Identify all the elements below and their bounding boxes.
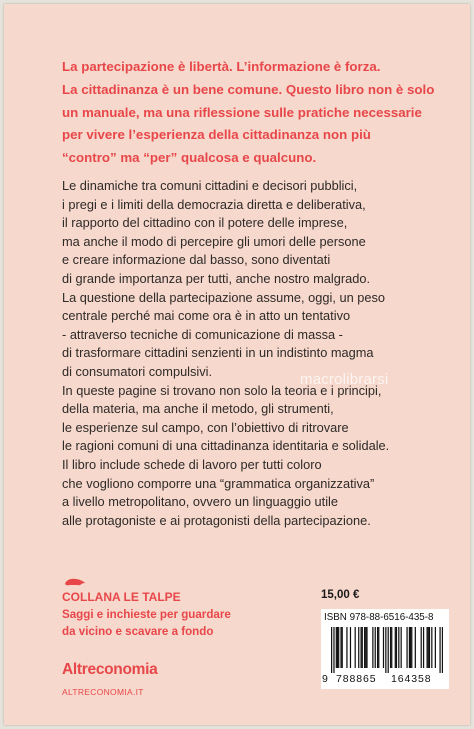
intro-line: “contro” ma “per” qualcosa e qualcuno. (62, 150, 317, 166)
barcode-bar (411, 627, 412, 668)
barcode-bar (395, 627, 396, 668)
barcode-bar (358, 627, 359, 668)
publisher-url: ALTRECONOMIA.IT (62, 687, 144, 697)
barcode-bar (439, 627, 440, 673)
description-line: Le dinamiche tra comuni cittadini e decisori pubblici, (62, 178, 358, 193)
series-name: COLLANA LE TALPE (62, 590, 181, 604)
description-line: i pregi e i limiti della democrazia diretta e deliberativa, (62, 196, 366, 212)
description-line: e creare informazione dal basso, sono diventati (62, 252, 331, 268)
barcode-bar (398, 627, 399, 668)
barcode-bar (360, 627, 361, 668)
description-line: Il libro include schede di lavoro per tutti coloro (62, 456, 322, 472)
barcode-bar (442, 627, 443, 673)
barcode-bar (378, 627, 379, 668)
barcode-bar (375, 627, 376, 668)
barcode-bar (364, 627, 365, 668)
barcode-left-digits: 788865 (336, 673, 377, 685)
intro-line: La cittadinanza è un bene comune. Questo libro non è solo (62, 81, 435, 97)
description-line: di trasformare cittadini senzienti in un indistinto magma (62, 345, 374, 361)
barcode-bar (401, 627, 402, 668)
description-paragraph (62, 177, 452, 530)
barcode-bar (383, 627, 384, 668)
barcode-bar (355, 627, 356, 668)
series-description-line: Saggi e inchieste per guardare (62, 608, 231, 621)
barcode-bar (333, 627, 334, 673)
barcode-bar (409, 627, 410, 668)
series-description (62, 607, 262, 641)
barcode-bar (421, 627, 422, 668)
barcode-bar (390, 627, 391, 668)
description-line: - attraverso tecniche di comunicazione di massa - (62, 326, 343, 342)
isbn-label: ISBN 978-88-6516-435-8 (324, 612, 434, 623)
barcode-bar (423, 627, 424, 668)
description-line: di consumatori compulsivi. (62, 363, 213, 379)
price-label: 15,00 € (321, 589, 360, 601)
description-line: In queste pagine si trovano non solo la teoria e i principi, (62, 382, 382, 398)
barcode-bar (338, 627, 339, 668)
intro-line: per vivere l’esperienza della cittadinanza non più (62, 127, 371, 143)
intro-line: un manuale, ma una riflessione sulle pratiche necessarie (62, 104, 422, 120)
barcode-bar (391, 627, 392, 668)
barcode-bar (385, 627, 386, 673)
description-line: a livello metropolitano, ovvero un linguaggio utile (62, 494, 339, 510)
barcode-bar (336, 627, 337, 668)
barcode-bar (377, 627, 378, 668)
barcode-lead-digit: 9 (322, 673, 329, 685)
barcode (321, 609, 449, 689)
barcode-bar (372, 627, 373, 668)
barcode-bar (415, 627, 416, 668)
series-description-line: da vicino e scavare a fondo (62, 624, 214, 638)
watermark: macrolibrarsi (300, 371, 389, 388)
description-line: le ragioni comuni di una cittadinanza identitaria e solidale. (62, 438, 390, 454)
barcode-bar (426, 627, 427, 668)
barcode-bar (366, 627, 367, 668)
barcode-bar (362, 627, 363, 668)
description-line: centrale perché mai come ora è in atto un tentativo (62, 308, 351, 324)
intro-paragraph (62, 56, 442, 170)
description-line: La questione della partecipazione assume, oggi, un peso (62, 289, 385, 305)
barcode-bar (431, 627, 432, 668)
barcode-bars (331, 627, 443, 673)
book-back-cover (4, 4, 470, 725)
barcode-right-digits: 164358 (391, 673, 432, 685)
barcode-bar (410, 627, 411, 668)
barcode-bar (337, 627, 338, 668)
publisher-logo: Altreconomia (62, 661, 158, 678)
barcode-bar (350, 627, 351, 668)
description-line: le esperienze sul campo, con l’obiettivo di ritrovare (62, 419, 349, 435)
description-line: alle protagoniste e ai protagonisti della partecipazione. (62, 512, 371, 528)
barcode-bar (342, 627, 343, 668)
description-line: il rapporto del cittadino con il potere delle imprese, (62, 215, 348, 231)
description-line: ma anche il modo di percepire gli umori delle persone (62, 233, 366, 249)
description-line: di grande importanza per tutti, anche nostro malgrado. (62, 270, 371, 286)
barcode-bar (406, 627, 407, 668)
description-line: della materia, ma anche il metodo, gli strumenti, (62, 401, 334, 417)
barcode-bar (365, 627, 366, 668)
description-line: che vogliono comporre una “grammatica organizzativa” (62, 475, 375, 491)
barcode-bar (331, 627, 332, 673)
barcode-bar (388, 627, 389, 673)
barcode-bar (396, 627, 397, 668)
barcode-bar (346, 627, 347, 668)
barcode-bar (435, 627, 436, 668)
intro-line: La partecipazione è libertà. L’informazione è forza. (62, 59, 381, 74)
barcode-bar (428, 627, 429, 668)
barcode-bar (429, 627, 430, 668)
barcode-bar (340, 627, 341, 668)
mole-icon (64, 577, 86, 586)
